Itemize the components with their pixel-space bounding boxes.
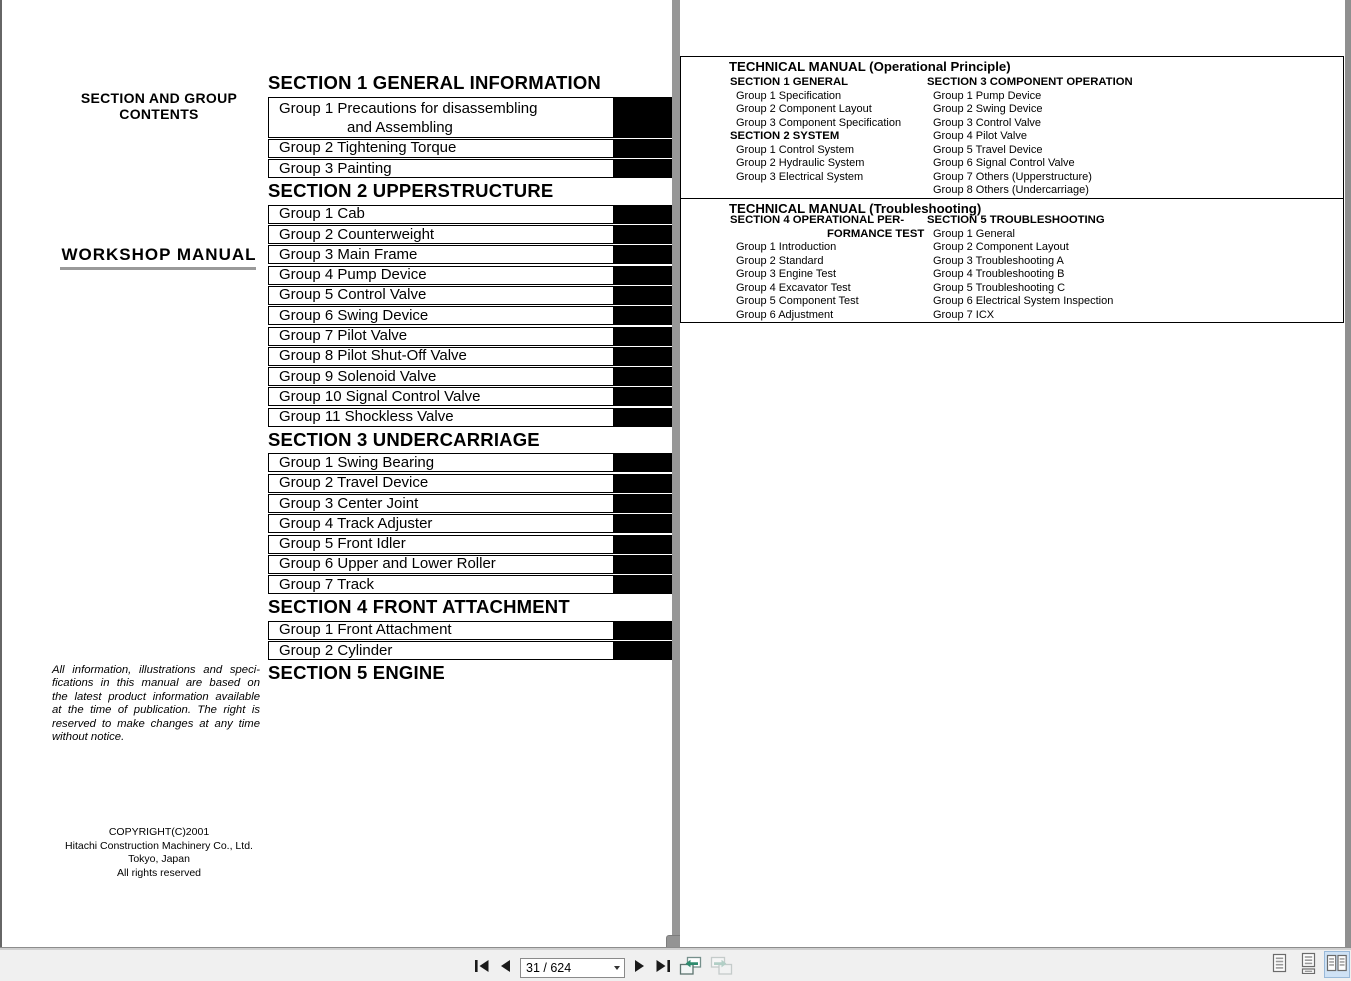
- toc-label: Group 6 Swing Device: [268, 306, 614, 325]
- page-number-redaction: [614, 535, 673, 554]
- toc-label: Group 4 Pump Device: [268, 266, 614, 285]
- toc-row: [268, 367, 673, 386]
- last-page-icon: [655, 959, 671, 976]
- toc-label: Group 3 Painting: [268, 159, 614, 178]
- toc-label: Group 2 Cylinder: [268, 641, 614, 660]
- toc-row: [268, 306, 673, 325]
- toc-label: Group 7 Track: [268, 575, 614, 594]
- operational-column-2: SECTION 3 COMPONENT OPERATION Group 1 Pump Device Group 2 Swing Device Group 3 Control Valve Group 4 Pilot Valve Group 5 Travel Device Group 6 Signal Control Valve Group 7 Others (Upperstructure) Group 8 Others (Undercarriage): [927, 76, 1133, 196]
- disclaimer-text: All information, illustrations and speci- fications in this manual are based on the latest product information available at the time of publication. The right is reserved to make changes at any time without notice.: [52, 664, 260, 744]
- page-number-redaction: [614, 367, 673, 386]
- toc-label: Group 2 Counterweight: [268, 225, 614, 244]
- operational-principle-box: [680, 56, 1344, 199]
- toc-label: Group 1 Front Attachment: [268, 621, 614, 640]
- page-number-redaction: [614, 306, 673, 325]
- page-number-redaction: [614, 327, 673, 346]
- last-page-button[interactable]: [655, 959, 671, 976]
- page-number-redaction: [614, 641, 673, 660]
- troubleshooting-box: [680, 198, 1344, 324]
- toc-label: Group 2 Travel Device: [268, 474, 614, 493]
- section-title: SECTION 4 FRONT ATTACHMENT: [268, 596, 570, 618]
- next-view-button[interactable]: [710, 956, 733, 979]
- toc-row: [268, 205, 673, 224]
- toc-row: [268, 641, 673, 660]
- page-number-input[interactable]: [520, 958, 625, 978]
- title-underline: [60, 267, 256, 270]
- troubleshooting-column-2: SECTION 5 TROUBLESHOOTING Group 1 General Group 2 Component Layout Group 3 Troubleshooting A Group 4 Troubleshooting B Group 5 Troubleshooting C Group 6 Electrical System Inspection Group 7 ICX: [927, 214, 1114, 321]
- toc-row: [268, 139, 673, 158]
- technical-manual-operational-title: TECHNICAL MANUAL (Operational Principle): [729, 59, 1011, 74]
- toc-label: Group 5 Front Idler: [268, 535, 614, 554]
- page-number-redaction: [614, 205, 673, 224]
- toc-row: [268, 286, 673, 305]
- page-layout-controls: [1266, 951, 1350, 978]
- toc-row: [268, 474, 673, 493]
- page-number-redaction: [614, 621, 673, 640]
- toc-row: [268, 575, 673, 594]
- operational-column-1: SECTION 1 GENERAL Group 1 Specification Group 2 Component Layout Group 3 Component Specification SECTION 2 SYSTEM Group 1 Control System Group 2 Hydraulic System Group 3 Electrical System: [730, 76, 902, 183]
- page-navigation: [474, 956, 733, 979]
- contents-table: [268, 73, 673, 687]
- single-page-view-icon: [1269, 952, 1289, 977]
- toc-row: [268, 266, 673, 285]
- page-number-redaction: [614, 474, 673, 493]
- copyright-block: [34, 826, 284, 881]
- first-page-icon: [474, 959, 490, 976]
- header-line-1: SECTION AND GROUP: [80, 90, 238, 106]
- single-page-view-button[interactable]: [1266, 951, 1292, 978]
- section-title: SECTION 2 UPPERSTRUCTURE: [268, 180, 554, 202]
- toc-label: Group 1 Cab: [268, 205, 614, 224]
- previous-page-icon: [498, 959, 512, 976]
- pdf-toolbar: [0, 947, 1351, 981]
- page-number-redaction: [614, 97, 673, 138]
- toc-row: [268, 514, 673, 533]
- page-number-combobox[interactable]: [520, 958, 625, 978]
- page-number-redaction: [614, 555, 673, 574]
- toc-label: Group 5 Control Valve: [268, 286, 614, 305]
- next-page-button[interactable]: [633, 959, 647, 976]
- next-view-icon: [710, 956, 733, 979]
- section-title: SECTION 3 UNDERCARRIAGE: [268, 428, 540, 450]
- continuous-view-button[interactable]: [1295, 951, 1321, 978]
- previous-view-icon: [679, 956, 702, 979]
- toc-label: Group 3 Center Joint: [268, 494, 614, 513]
- toc-label: Group 1 Precautions for disassembling and Assembling: [268, 97, 614, 138]
- toc-label: Group 7 Pilot Valve: [268, 327, 614, 346]
- page-number-redaction: [614, 266, 673, 285]
- toc-label: Group 3 Main Frame: [268, 245, 614, 264]
- page-number-redaction: [614, 494, 673, 513]
- header-line-2: CONTENTS: [119, 106, 199, 122]
- previous-view-button[interactable]: [679, 956, 702, 979]
- page-number-redaction: [614, 387, 673, 406]
- toc-label: Group 1 Swing Bearing: [268, 453, 614, 472]
- toc-row: [268, 621, 673, 640]
- toc-label: Group 6 Upper and Lower Roller: [268, 555, 614, 574]
- toc-row: [268, 535, 673, 554]
- section-title: SECTION 5 ENGINE: [268, 662, 445, 684]
- copyright-line: COPYRIGHT(C)2001: [108, 826, 210, 838]
- first-page-button[interactable]: [474, 959, 490, 976]
- toc-row: [268, 347, 673, 366]
- section-title: SECTION 1 GENERAL INFORMATION: [268, 72, 601, 93]
- troubleshooting-column-1: SECTION 4 OPERATIONAL PER- FORMANCE TEST Group 1 Introduction Group 2 Standard Group 3 Engine Test Group 4 Excavator Test Group 5 Component Test Group 6 Adjustment: [730, 214, 925, 321]
- copyright-line: Hitachi Construction Machinery Co., Ltd.: [65, 839, 253, 852]
- page-number-redaction: [614, 575, 673, 594]
- toc-row: [268, 245, 673, 264]
- workshop-manual-title: [34, 245, 284, 265]
- toc-row: [268, 225, 673, 244]
- toc-row: [268, 555, 673, 574]
- toc-row: [268, 453, 673, 472]
- toc-row: [268, 97, 673, 138]
- section-and-group-contents-label: [34, 90, 284, 122]
- toc-label: Group 11 Shockless Valve: [268, 408, 614, 427]
- toc-label: Group 10 Signal Control Valve: [268, 387, 614, 406]
- two-page-view-button[interactable]: [1324, 951, 1350, 978]
- toc-row: [268, 494, 673, 513]
- page-divider: [672, 0, 680, 947]
- toc-row: [268, 327, 673, 346]
- technical-manual-troubleshooting-title: TECHNICAL MANUAL (Troubleshooting): [729, 200, 982, 216]
- page-number-redaction: [614, 453, 673, 472]
- toc-label: Group 8 Pilot Shut-Off Valve: [268, 347, 614, 366]
- toc-row: [268, 159, 673, 178]
- page-number-redaction: [614, 347, 673, 366]
- previous-page-button[interactable]: [498, 959, 512, 976]
- page-number-redaction: [614, 286, 673, 305]
- page-number-redaction: [614, 514, 673, 533]
- next-page-icon: [633, 959, 647, 976]
- copyright-line: Tokyo, Japan: [128, 853, 190, 866]
- toc-row: [268, 408, 673, 427]
- page-number-redaction: [614, 245, 673, 264]
- two-page-view-icon: [1326, 952, 1348, 977]
- page-number-redaction: [614, 225, 673, 244]
- page-number-redaction: [614, 139, 673, 158]
- continuous-view-icon: [1298, 952, 1318, 977]
- toc-label: Group 2 Tightening Torque: [268, 139, 614, 158]
- page-number-redaction: [614, 408, 673, 427]
- right-page: [680, 0, 1345, 947]
- copyright-line: All rights reserved: [116, 867, 202, 880]
- toc-label: Group 9 Solenoid Valve: [268, 367, 614, 386]
- page-number-redaction: [614, 159, 673, 178]
- toc-label: Group 4 Track Adjuster: [268, 514, 614, 533]
- left-page: [0, 0, 672, 947]
- toc-row: [268, 387, 673, 406]
- combobox-dropdown-icon[interactable]: [614, 966, 620, 970]
- page-right-edge: [1345, 0, 1351, 947]
- manual-title-text: WORKSHOP MANUAL: [61, 245, 257, 264]
